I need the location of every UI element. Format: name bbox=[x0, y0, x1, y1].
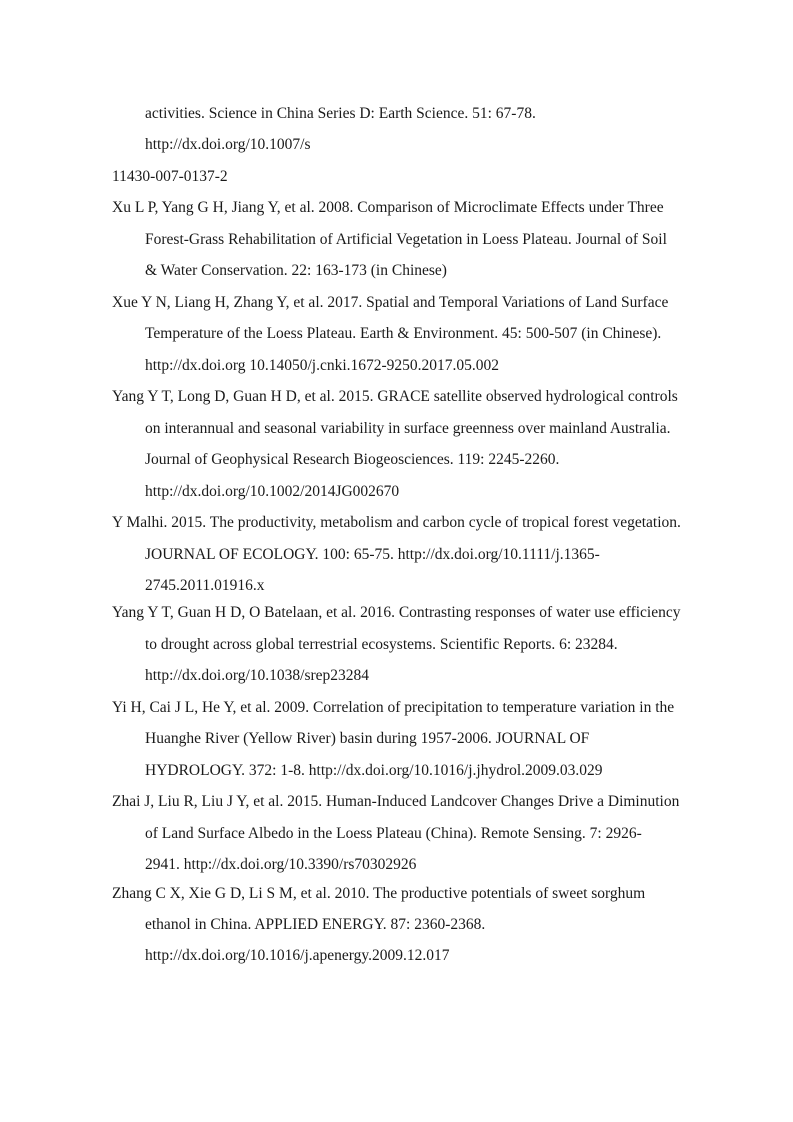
reference-line: & Water Conservation. 22: 163-173 (in Chinese) bbox=[145, 262, 447, 279]
reference-line: to drought across global terrestrial ecosystems. Scientific Reports. 6: 23284. bbox=[145, 636, 618, 653]
reference-line: activities. Science in China Series D: Earth Science. 51: 67-78. bbox=[145, 105, 536, 122]
reference-line: http://dx.doi.org 10.14050/j.cnki.1672-9250.2017.05.002 bbox=[145, 357, 500, 374]
reference-line: 2941. http://dx.doi.org/10.3390/rs70302926 bbox=[145, 856, 417, 873]
reference-line: Zhang C X, Xie G D, Li S M, et al. 2010. The productive potentials of sweet sorghum bbox=[112, 885, 646, 902]
reference-line: Temperature of the Loess Plateau. Earth & Environment. 45: 500-507 (in Chinese). bbox=[145, 325, 662, 342]
reference-line: ethanol in China. APPLIED ENERGY. 87: 2360-2368. bbox=[145, 916, 486, 933]
reference-line: Yang Y T, Guan H D, O Batelaan, et al. 2016. Contrasting responses of water use efficiency bbox=[112, 604, 681, 621]
reference-line: 2745.2011.01916.x bbox=[145, 577, 265, 594]
reference-line: 11430-007-0137-2 bbox=[112, 168, 228, 185]
reference-line: Zhai J, Liu R, Liu J Y, et al. 2015. Human-Induced Landcover Changes Drive a Diminution bbox=[112, 793, 680, 810]
reference-line: Yi H, Cai J L, He Y, et al. 2009. Correlation of precipitation to temperature variation in the bbox=[112, 699, 675, 716]
reference-line: HYDROLOGY. 372: 1-8. http://dx.doi.org/10.1016/j.jhydrol.2009.03.029 bbox=[145, 762, 603, 779]
reference-line: http://dx.doi.org/10.1002/2014JG002670 bbox=[145, 483, 400, 500]
reference-line: Xue Y N, Liang H, Zhang Y, et al. 2017. Spatial and Temporal Variations of Land Surface bbox=[112, 294, 669, 311]
reference-line: Yang Y T, Long D, Guan H D, et al. 2015. GRACE satellite observed hydrological controls bbox=[112, 388, 678, 405]
reference-line: Journal of Geophysical Research Biogeosciences. 119: 2245-2260. bbox=[145, 451, 560, 468]
reference-line: Y Malhi. 2015. The productivity, metabolism and carbon cycle of tropical forest vegetation. bbox=[112, 514, 681, 531]
reference-line: http://dx.doi.org/10.1007/s bbox=[145, 136, 311, 153]
reference-line: JOURNAL OF ECOLOGY. 100: 65-75. http://dx.doi.org/10.1111/j.1365- bbox=[145, 546, 600, 563]
reference-line: Forest-Grass Rehabilitation of Artificial Vegetation in Loess Plateau. Journal of Soil bbox=[145, 231, 667, 248]
reference-line: Xu L P, Yang G H, Jiang Y, et al. 2008. Comparison of Microclimate Effects under Three bbox=[112, 199, 664, 216]
reference-line: of Land Surface Albedo in the Loess Plateau (China). Remote Sensing. 7: 2926- bbox=[145, 825, 642, 842]
reference-line: Huanghe River (Yellow River) basin during 1957-2006. JOURNAL OF bbox=[145, 730, 590, 747]
reference-line: on interannual and seasonal variability in surface greenness over mainland Australia. bbox=[145, 420, 671, 437]
reference-line: http://dx.doi.org/10.1038/srep23284 bbox=[145, 667, 370, 684]
reference-line: http://dx.doi.org/10.1016/j.apenergy.2009.12.017 bbox=[145, 947, 450, 964]
